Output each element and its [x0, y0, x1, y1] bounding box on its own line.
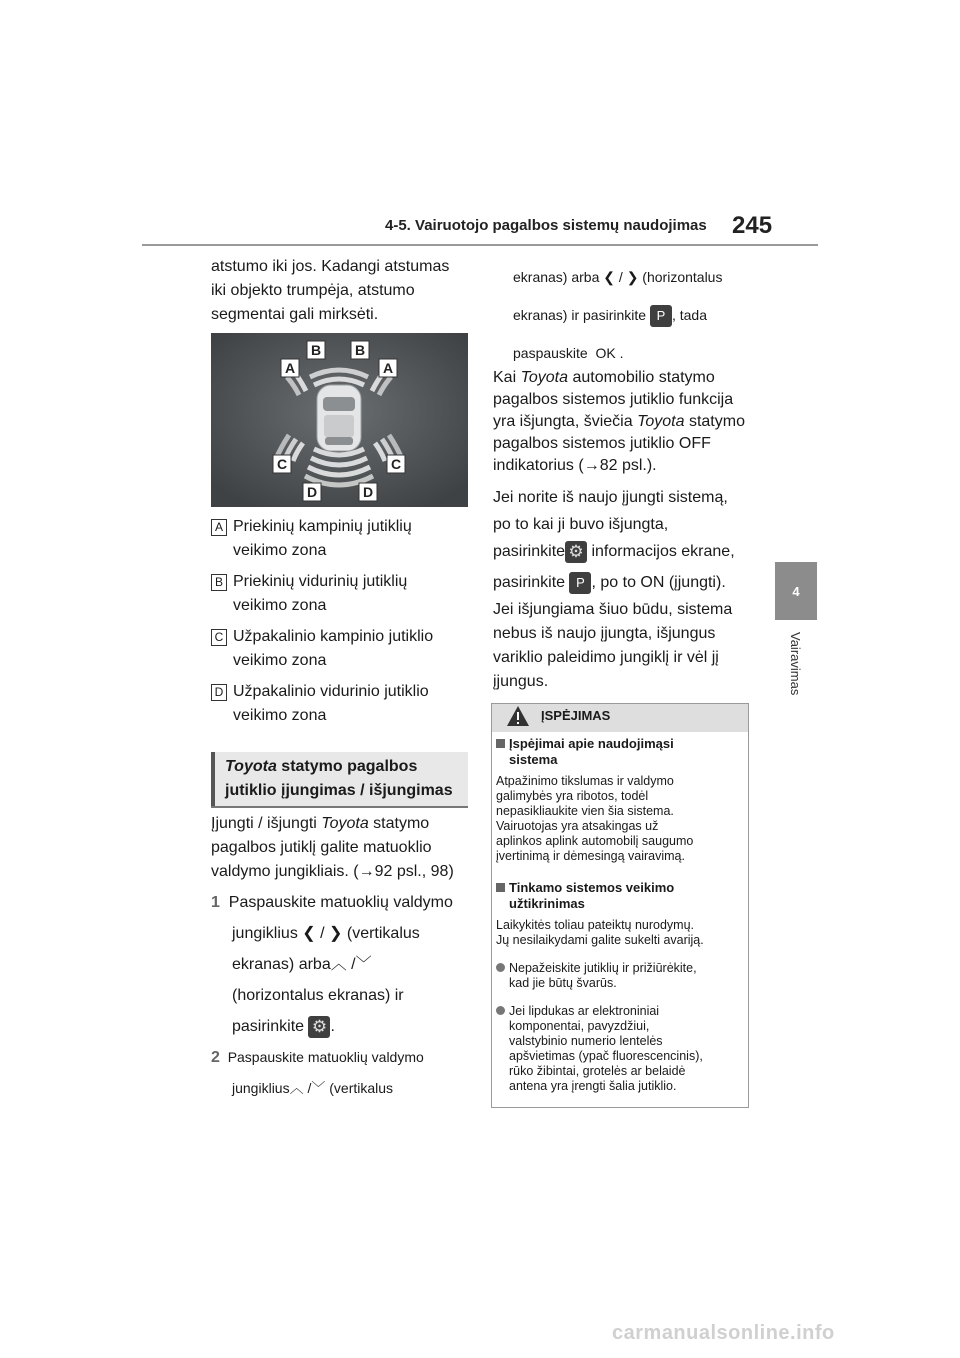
chapter-tab: 4	[775, 562, 817, 620]
section-heading: Toyota statymo pagalbos jutiklio įjungimas / išjungimas	[211, 752, 468, 806]
chapter-label: Vairavimas	[788, 632, 803, 696]
step-2-continued: ekranas) arba ❮ / ❯ (horizontalus ekranas) ir pasirinkite P , tada paspauskite OK .	[513, 269, 723, 361]
round-bullet-icon	[496, 1006, 505, 1015]
chevron-right-icon: ❯	[626, 269, 639, 285]
diagram-label-c-left: C	[277, 456, 288, 472]
square-bullet-icon	[496, 739, 505, 748]
diagram-label-a-left: A	[285, 360, 296, 376]
chevron-up-icon: ︿	[289, 1080, 304, 1096]
watermark: carmanualsonline.info	[612, 1322, 835, 1344]
diagram-label-b-right: B	[355, 342, 366, 358]
chevron-down-icon: ﹀	[311, 1080, 326, 1096]
square-bullet-icon	[496, 883, 505, 892]
warning-title: ĮSPĖJIMAS	[541, 708, 611, 723]
header-divider	[142, 244, 818, 246]
warning-bullet-2: Jei lipdukas ar elektroniniai komponentai, pavyzdžiui, valstybinio numerio lentelės apšvietimas (ypač fluorescencinis), rūko žibintai, grotelės ar belaidė antena yra įrengti šalia jutiklio.	[496, 1004, 746, 1094]
sensor-diagram-svg	[211, 333, 468, 507]
section-header: 4-5. Vairuotojo pagalbos sistemų naudojimas	[385, 217, 707, 234]
parking-sensor-icon: P	[569, 572, 591, 594]
settings-gear-icon: ⚙	[308, 1016, 330, 1038]
diagram-label-d-left: D	[307, 484, 318, 500]
warning-bullet-1: Nepažeiskite jutiklių ir prižiūrėkite, kad jie būtų švarūs.	[496, 961, 746, 991]
warning-section-1: Įspėjimai apie naudojimąsi sistema Atpažinimo tikslumas ir valdymo galimybės yra ribotos, todėl nepasikliaukite vien šia sistema. Vairuotojas yra atsakingas už aplinkos aplink automobilį saugumo įvertinimą ir dėmesingą vairavimą.	[496, 736, 694, 863]
reenable-paragraph: Jei norite iš naujo įjungti sistemą, po to kai ji buvo išjungta, pasirinkite ⚙ informacijos ekrane, pasirinkite P , po to ON (įjungti).	[493, 484, 758, 596]
parking-sensor-icon: P	[650, 305, 672, 327]
sensor-diagram	[211, 333, 468, 507]
page-number: 245	[732, 212, 773, 239]
chevron-left-icon: ❮	[302, 925, 316, 942]
off-indicator-paragraph: Kai Toyota automobilio statymo pagalbos sistemos jutiklio funkcija yra išjungta, šviečia Toyota statymo pagalbos sistemos jutiklio OFF indikatorius (→82 psl.).	[493, 369, 745, 474]
legend-item-b: B Priekinių vidurinių jutiklių veikimo zona	[211, 570, 463, 618]
chevron-down-icon: ﹀	[355, 956, 372, 973]
legend-item-d: D Užpakalinio vidurinio jutiklio veikimo zona	[211, 680, 463, 728]
chevron-left-icon: ❮	[603, 269, 616, 285]
ok-button-label: OK	[595, 345, 616, 361]
diagram-label-b-left: B	[311, 342, 322, 358]
chevron-up-icon: ︿	[330, 956, 347, 973]
warning-section-2: Tinkamo sistemos veikimo užtikrinimas Laikykitės toliau pateiktų nurodymų. Jų nesilaikydami galite sukelti avariją.	[496, 880, 704, 947]
legend-item-c: C Užpakalinio kampinio jutiklio veikimo zona	[211, 625, 463, 673]
chevron-right-icon: ❯	[329, 925, 343, 942]
warning-header	[492, 704, 748, 732]
toggle-paragraph: Įjungti / išjungti Toyota statymo pagalbos jutiklį galite matuoklio valdymo jungikliais. (→92 psl., 98)	[211, 815, 454, 880]
restart-paragraph: Jei išjungiama šiuo būdu, sistema nebus iš naujo įjungta, išjungus variklio paleidimo jungiklį ir vėl jį įjungus.	[493, 601, 733, 690]
step-2: 2 Paspauskite matuoklių valdymo jungiklius︿ /﹀ (vertikalus	[211, 1049, 424, 1096]
settings-gear-icon: ⚙	[565, 541, 587, 563]
legend-item-a: A Priekinių kampinių jutiklių veikimo zona	[211, 515, 463, 563]
diagram-label-c-right: C	[391, 456, 402, 472]
section-heading-rule	[211, 806, 468, 808]
round-bullet-icon	[496, 963, 505, 972]
intro-text: atstumo iki jos. Kadangi atstumas iki objekto trumpėja, atstumo segmentai gali mirksėti.	[211, 258, 450, 323]
diagram-label-d-right: D	[363, 484, 374, 500]
step-1: 1 Paspauskite matuoklių valdymo jungiklius ❮ / ❯ (vertikalus ekranas) arba︿ /﹀ (horizontalus ekranas) ir pasirinkite ⚙ .	[211, 894, 453, 1036]
diagram-label-a-right: A	[383, 360, 394, 376]
warning-triangle-icon	[506, 705, 530, 732]
